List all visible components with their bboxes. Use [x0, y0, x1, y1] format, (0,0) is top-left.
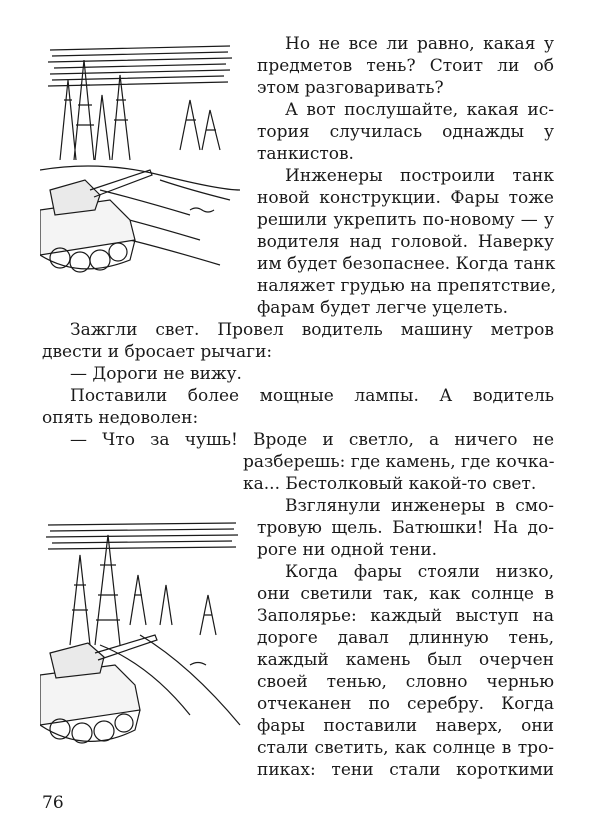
text-line: отчеканен по серебру. Когда [257, 694, 554, 714]
text-line: они светили так, как солнце в [257, 584, 554, 604]
text-line: стали светить, как солнце в тро- [257, 738, 554, 758]
text-line: — Дороги не вижу. [70, 364, 242, 384]
text-line: решили укрепить по-новому — у [257, 210, 554, 230]
tank-on-forest-road-icon [40, 515, 245, 765]
text-line: опять недоволен: [42, 408, 199, 428]
page-number: 76 [42, 793, 64, 813]
text-line: этом разговаривать? [257, 78, 444, 98]
text-line: пиках: тени стали короткими [257, 760, 554, 780]
text-line: Зажгли свет. Провел водитель машину метров [70, 320, 554, 340]
text-line: — Что за чушь! Вроде и светло, а ничего не [70, 430, 554, 450]
text-line: двести и бросает рычаги: [42, 342, 273, 362]
text-line: им будет безопаснее. Когда танк [257, 254, 556, 274]
text-line: разберешь: где камень, где кочка- [243, 452, 555, 472]
text-line: Заполярье: каждый выступ на [257, 606, 554, 626]
text-line: новой конструкции. Фары тоже [257, 188, 554, 208]
text-line: А вот послушайте, какая ис- [285, 100, 554, 120]
text-line: ка... Бестолковый какой-то свет. [243, 474, 537, 494]
text-line: роге ни одной тени. [257, 540, 438, 560]
text-line: Инженеры построили танк [285, 166, 554, 186]
text-line: фары поставили наверх, они [257, 716, 554, 736]
text-line: каждый камень был очерчен [257, 650, 554, 670]
text-line: предметов тень? Стоит ли об [257, 56, 554, 76]
text-line: своей тенью, словно чернью [257, 672, 554, 692]
text-line: тровую щель. Батюшки! На до- [257, 518, 554, 538]
text-line: фарам будет легче уцелеть. [257, 298, 509, 318]
text-line: Но не все ли равно, какая у [285, 34, 554, 54]
text-line: водителя над головой. Наверку [257, 232, 554, 252]
text-line: Когда фары стояли низко, [285, 562, 554, 582]
text-line: Взглянули инженеры в смо- [285, 496, 554, 516]
tank-in-winter-forest-icon [40, 40, 240, 302]
text-line: тория случилась однажды у [257, 122, 554, 142]
text-line: Поставили более мощные лампы. А водитель [70, 386, 554, 406]
text-line: танкистов. [257, 144, 354, 164]
text-line: наляжет грудью на препятствие, [257, 276, 557, 296]
text-line: дороге давал длинную тень, [257, 628, 554, 648]
